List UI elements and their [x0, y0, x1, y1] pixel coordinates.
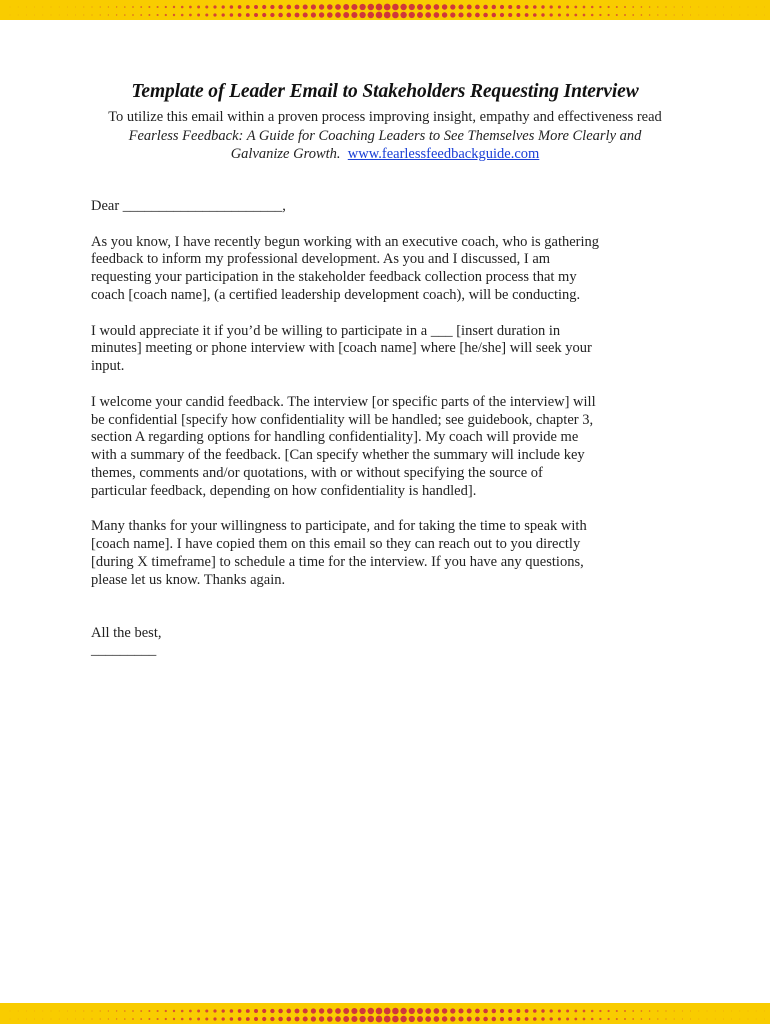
- paragraph-confidentiality: I welcome your candid feedback. The interview [or specific parts of the interview] will be confidential [specify how confidentiality will be handled; see guidebook, chapter 3, section A regarding options for handling confidentiality]. My coach will provide me with a summary of the feedback. [Can specify whether the summary will include key themes, comments and/or quotations, with or without specifying the source of particular feedback, depending on how confidentiality is handled].: [91, 393, 596, 499]
- paragraph-request: I would appreciate it if you’d be willing to participate in a ___ [insert duration in minutes] meeting or phone interview with [coach name] where [he/she] will seek your input.: [91, 322, 592, 375]
- book-title-line-1: Fearless Feedback: A Guide for Coaching Leaders to See Themselves More Clearly and: [128, 127, 642, 144]
- bottom-decorative-band: [0, 1003, 770, 1024]
- signature-line: _________: [91, 642, 157, 659]
- intro-line-3: [0, 145, 770, 164]
- intro-line-1: To utilize this email within a proven process improving insight, empathy and effectiveness read: [108, 109, 662, 125]
- closing: All the best,: [91, 624, 162, 641]
- paragraph-intro: As you know, I have recently begun working with an executive coach, who is gathering feedback to inform my professional development. As you and I discussed, I am requesting your participation in the stakeholder feedback collection process that my coach [coach name], (a certified leadership development coach), will be conducting.: [91, 233, 600, 303]
- top-decorative-band: [0, 0, 770, 20]
- book-title-line-2: Galvanize Growth.: [230, 146, 341, 162]
- halftone-dots-decoration: [0, 1003, 770, 1024]
- salutation: Dear ______________________,: [91, 198, 286, 214]
- paragraph-thanks: Many thanks for your willingness to participate, and for taking the time to speak with [coach name]. I have copied them on this email so they can reach out to you directly [during X timeframe] to schedule a time for the interview. If you have any questions, please let us know. Thanks again.: [91, 518, 587, 588]
- email-template-body: [91, 198, 601, 660]
- website-link[interactable]: www.fearlessfeedbackguide.com: [347, 146, 540, 162]
- document-title: Template of Leader Email to Stakeholders Requesting Interview: [131, 81, 639, 102]
- document-header: [0, 80, 770, 164]
- intro-text: [0, 108, 770, 164]
- halftone-dots-decoration: [0, 0, 770, 20]
